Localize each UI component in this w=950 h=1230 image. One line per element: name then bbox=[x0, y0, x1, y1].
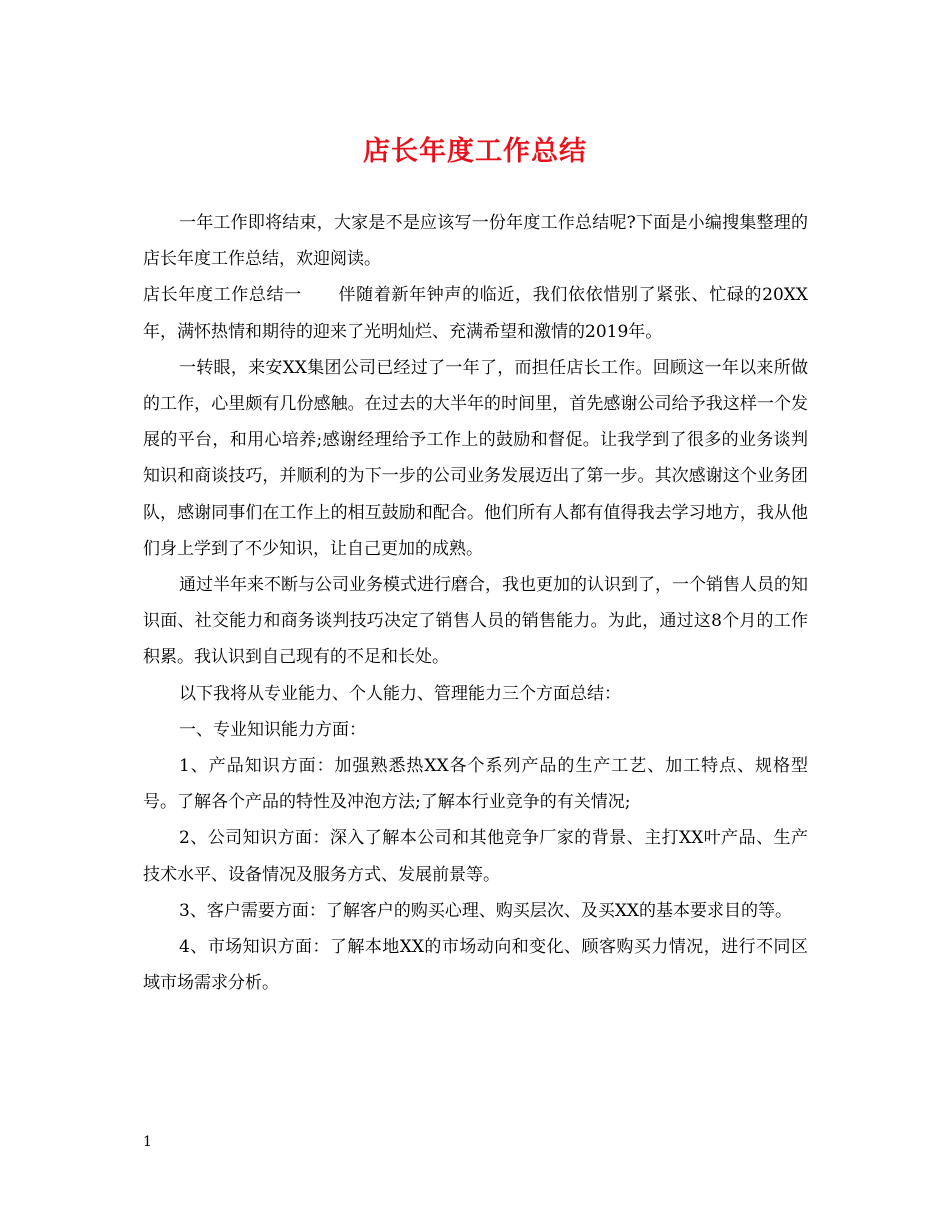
page-number: 1 bbox=[143, 1134, 152, 1150]
paragraph-product-knowledge: 1、产品知识方面：加强熟悉热XX各个系列产品的生产工艺、加工特点、规格型号。了解各个产品的特性及冲泡方法;了解本行业竞争的有关情况; bbox=[143, 756, 808, 813]
paragraph-intro: 一年工作即将结束，大家是不是应该写一份年度工作总结呢?下面是小编搜集整理的店长年度工作总结，欢迎阅读。 bbox=[143, 213, 808, 270]
paragraph-heading-professional: 一、专业知识能力方面： bbox=[179, 719, 366, 740]
paragraph-section-one bbox=[143, 277, 808, 349]
paragraph-reflection: 一转眼，来安XX集团公司已经过了一年了，而担任店长工作。回顾这一年以来所做的工作，心里颇有几份感触。在过去的大半年的时间里，首先感谢公司给予我这样一个发展的平台，和用心培养;感谢经理给予工作上的鼓励和督促。让我学到了很多的业务谈判知识和商谈技巧，并顺利的为下一步的公司业务发展迈出了第一步。其次感谢这个业务团队，感谢同事们在工作上的相互鼓励和配合。他们所有人都有值得我去学习地方，我从他们身上学到了不少知识，让自己更加的成熟。 bbox=[143, 357, 808, 559]
paragraph-summary-intro: 以下我将从专业能力、个人能力、管理能力三个方面总结： bbox=[179, 683, 621, 704]
paragraph-market-knowledge: 4、市场知识方面：了解本地XX的市场动向和变化、顾客购买力情况，进行不同区域市场需求分析。 bbox=[143, 937, 808, 994]
paragraph-customer-needs: 3、客户需要方面：了解客户的购买心理、购买层次、及买XX的基本要求目的等。 bbox=[179, 900, 793, 921]
document-body bbox=[143, 205, 808, 1001]
paragraph-learning: 通过半年来不断与公司业务模式进行磨合，我也更加的认识到了，一个销售人员的知识面、社交能力和商务谈判技巧决定了销售人员的销售能力。为此，通过这8个月的工作积累。我认识到自己现有的不足和长处。 bbox=[143, 575, 808, 668]
section-label: 店长年度工作总结一 bbox=[143, 285, 302, 306]
document-title: 店长年度工作总结 bbox=[363, 136, 587, 167]
paragraph-company-knowledge: 2、公司知识方面：深入了解本公司和其他竞争厂家的背景、主打XX叶产品、生产技术水平、设备情况及服务方式、发展前景等。 bbox=[143, 828, 808, 885]
section-one-text: 伴随着新年钟声的临近，我们依依惜别了紧张、忙碌的20XX年，满怀热情和期待的迎来了光明灿烂、充满希望和激情的2019年。 bbox=[143, 285, 809, 342]
